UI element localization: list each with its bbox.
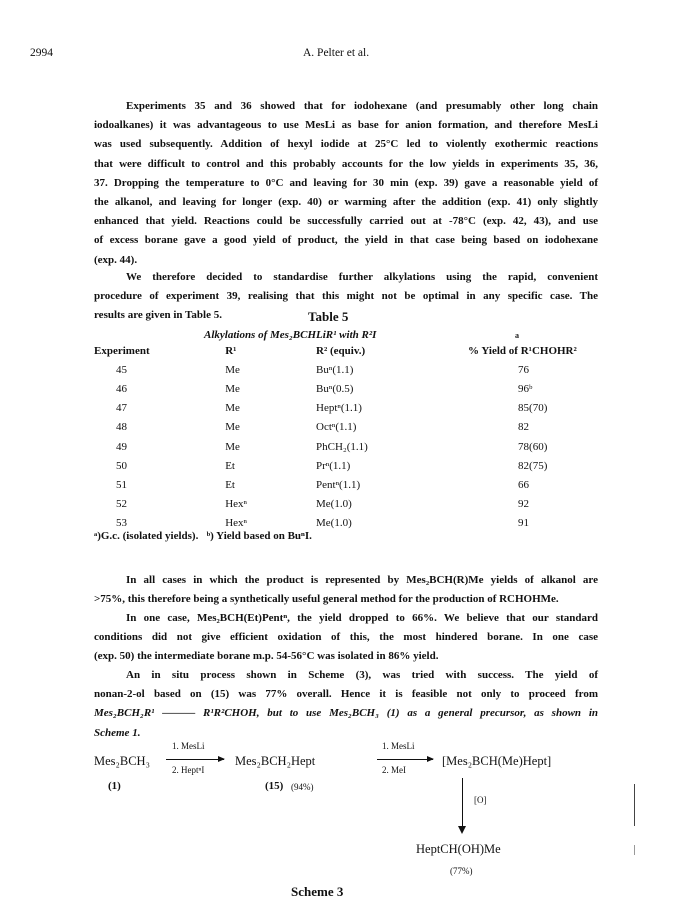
text-line: was used subsequently. Addition of hexyl iodide at 25°C led to violently exothermic reactions <box>94 138 598 151</box>
table-cell: 49 <box>116 440 127 453</box>
scheme-final-product: HeptCH(OH)Me <box>416 842 501 856</box>
table-cell: PhCH₂(1.1) <box>316 440 368 453</box>
text-line: of excess borane gave a good yield of product, the yield in that case being based on iodohexane <box>94 234 598 247</box>
table-cell: Me <box>225 382 240 395</box>
table-cell: Me <box>225 402 240 415</box>
text-line: In all cases in which the product is represented by Mes₂BCH(R)Me yields of alkanol are <box>126 574 598 586</box>
table-row <box>94 399 604 418</box>
table-cell: Buⁿ(0.5) <box>316 382 354 395</box>
table-cell: Pentⁿ(1.1) <box>316 478 361 491</box>
table-cell: 53 <box>116 517 127 530</box>
table-cell: Octⁿ(1.1) <box>316 421 357 434</box>
scheme-step2-reagent-below: 2. MeI <box>382 765 406 775</box>
text-line: Scheme 1. <box>94 726 141 739</box>
paragraph-5 <box>94 666 598 743</box>
table-caption-footnote-mark: a <box>515 331 519 340</box>
text-line: iodoalkanes) it was advantageous to use MesLi as base for anion formation, and therefore MesLi <box>94 119 598 132</box>
paragraph-1 <box>94 97 598 270</box>
text-line: results are given in Table 5. <box>94 309 222 322</box>
table-title: Table 5 <box>308 309 349 324</box>
table-row <box>94 418 604 437</box>
running-title: A. Pelter et al. <box>303 47 370 59</box>
scheme-intermediate-label: (15) <box>265 780 284 792</box>
table-caption: Alkylations of Mes₂BCHLiR¹ with R²I <box>204 329 377 341</box>
scheme-oxidation-reagent: [O] <box>474 795 487 805</box>
table-cell: Heptⁿ(1.1) <box>316 402 362 415</box>
text-line: 37. Dropping the temperature to 0°C and leaving for 30 min (exp. 39) gave a reasonable yield of <box>94 176 598 189</box>
page-number: 2994 <box>30 47 53 59</box>
text-line: the alkanol, and leaving for longer (exp. 40) or warming after the addition (exp. 41) only slightly <box>94 196 598 209</box>
paragraph-3 <box>94 571 598 609</box>
scheme-borane-product: [Mes₂BCH(Me)Hept] <box>442 754 552 768</box>
table-cell: 51 <box>116 478 127 491</box>
table-cell: 82(75) <box>518 459 548 472</box>
col-header-r2: R² (equiv.) <box>316 344 366 357</box>
scan-artifact-line <box>634 845 635 855</box>
text-line: conditions did not give efficient oxidation of this, the most hindered borane. In one case <box>94 631 598 644</box>
text-line: In one case, Mes₂BCH(Et)Pentⁿ, the yield dropped to 66%. We believe that our standard <box>126 612 598 624</box>
text-line: enhanced that yield. Reactions could be successfully carried out at -78°C (exp. 42, 43), and use <box>94 215 598 228</box>
text-line: We therefore decided to standardise further alkylations using the rapid, convenient <box>126 271 598 283</box>
col-header-experiment: Experiment <box>94 344 150 357</box>
table-5 <box>94 341 604 533</box>
table-cell: 66 <box>518 478 530 491</box>
table-cell: Hexⁿ <box>225 498 247 511</box>
table-cell: 82 <box>518 421 530 434</box>
table-cell: Hexⁿ <box>225 517 247 530</box>
paragraph-4 <box>94 609 598 667</box>
text-line: Experiments 35 and 36 showed that for iodohexane (and presumably other long chain <box>126 100 598 112</box>
text-line: that were difficult to control and this probably accounts for the low yields in experiments 35, 36, <box>94 157 598 170</box>
text-line: (exp. 44). <box>94 253 138 266</box>
reaction-arrow-icon <box>377 759 433 760</box>
down-arrowhead-icon <box>458 826 466 834</box>
scheme-step1-reagent-below: 2. HeptⁿI <box>172 765 205 775</box>
table-row <box>94 456 604 475</box>
table-cell: Me <box>225 421 240 434</box>
col-header-r1: R¹ <box>225 344 237 357</box>
table-cell: 45 <box>116 363 127 376</box>
text-line: >75%, this therefore being a synthetically useful general method for the production of RCHOHMe. <box>94 593 559 606</box>
table-row <box>94 379 604 398</box>
table-cell: 85(70) <box>518 402 548 415</box>
table-row <box>94 437 604 456</box>
table-header-row <box>94 341 604 360</box>
table-cell: 50 <box>116 459 127 472</box>
table-cell: Prⁿ(1.1) <box>316 459 351 472</box>
text-line: (exp. 50) the intermediate borane m.p. 54-56°C was isolated in 86% yield. <box>94 650 439 663</box>
table-row <box>94 495 604 514</box>
table-cell: Me(1.0) <box>316 517 352 530</box>
table-cell: 76 <box>518 363 530 376</box>
table-cell: 91 <box>518 517 530 530</box>
table-row <box>94 475 604 494</box>
scan-artifact-line <box>634 784 635 826</box>
table-cell: 92 <box>518 498 530 511</box>
table-cell: 96ᵇ <box>518 382 533 395</box>
scheme-title: Scheme 3 <box>291 884 344 899</box>
text-line: Mes₂BCH₂R¹ ——— R¹R²CHOH, but to use Mes₂BCH₃ (1) as a general precursor, as shown in <box>94 707 598 720</box>
scheme-step2-reagent-above: 1. MesLi <box>382 741 415 751</box>
table-cell: 52 <box>116 498 127 511</box>
table-cell: Et <box>225 459 235 472</box>
table-cell: Me <box>225 440 240 453</box>
scheme-final-yield: (77%) <box>450 866 473 876</box>
table-cell: Buⁿ(1.1) <box>316 363 354 376</box>
text-line: nonan-2-ol based on (15) was 77% overall. Hence it is feasible not only to proceed from <box>94 688 598 701</box>
table-cell: 47 <box>116 402 127 415</box>
table-footnote: ᵃ)G.c. (isolated yields). ᵇ) Yield based on BuⁿI. <box>94 530 312 542</box>
table-cell: Et <box>225 478 235 491</box>
text-line: procedure of experiment 39, realising that this might not be optimal in any specific case. The <box>94 290 598 303</box>
down-arrow-icon <box>462 778 463 828</box>
table-cell: 78(60) <box>518 440 548 453</box>
scheme-step1-reagent-above: 1. MesLi <box>172 741 205 751</box>
table-cell: Me(1.0) <box>316 498 352 511</box>
table-row <box>94 360 604 379</box>
text-line: An in situ process shown in Scheme (3), was tried with success. The yield of <box>126 669 598 681</box>
table-cell: 46 <box>116 382 127 395</box>
scheme-intermediate-compound: Mes₂BCH₂Hept <box>235 754 316 768</box>
table-cell: 48 <box>116 421 127 434</box>
scheme-start-label: (1) <box>108 780 121 792</box>
col-header-yield: % Yield of R¹CHOHR² <box>468 344 577 357</box>
reaction-arrow-icon <box>166 759 224 760</box>
scheme-start-compound: Mes₂BCH₃ <box>94 754 150 768</box>
scheme-intermediate-yield: (94%) <box>291 782 314 792</box>
table-cell: Me <box>225 363 240 376</box>
